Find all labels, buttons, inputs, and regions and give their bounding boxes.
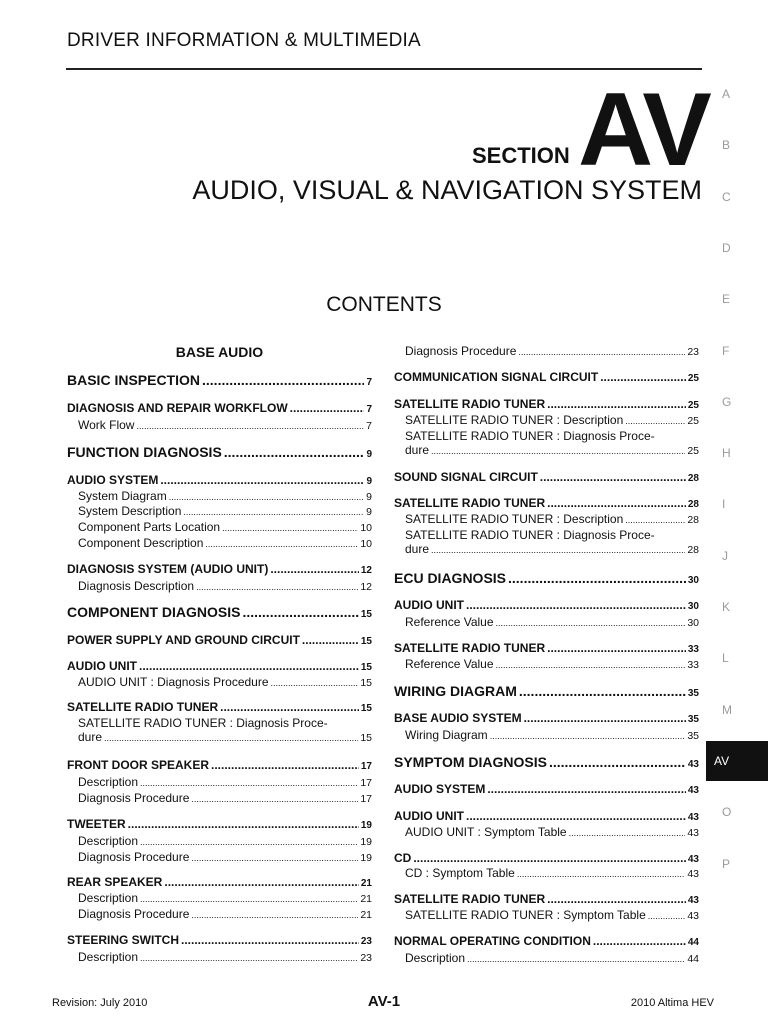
toc-entry-page: 35 xyxy=(687,730,699,742)
toc-entry[interactable] xyxy=(67,444,372,460)
toc-dot-leader xyxy=(593,934,686,948)
toc-entry-label: Wiring Diagram xyxy=(405,728,488,742)
toc-dot-leader xyxy=(467,954,685,964)
toc-entry[interactable] xyxy=(394,570,699,586)
toc-dot-leader xyxy=(222,523,358,533)
section-tab-p[interactable]: P xyxy=(722,856,731,871)
toc-entry[interactable] xyxy=(394,825,699,839)
toc-entry[interactable] xyxy=(394,782,699,796)
toc-entry-page: 43 xyxy=(687,812,699,823)
toc-entry-label: SYMPTOM DIAGNOSIS xyxy=(394,754,547,770)
toc-entry[interactable] xyxy=(67,473,372,487)
section-tab-c[interactable]: C xyxy=(722,189,731,204)
toc-dot-leader xyxy=(191,910,358,920)
toc-entry-label-continued: dure xyxy=(405,443,430,457)
toc-entry-page: 33 xyxy=(687,644,699,655)
toc-dot-leader xyxy=(547,397,686,411)
section-tab-m[interactable]: M xyxy=(722,702,732,717)
toc-entry[interactable] xyxy=(394,892,699,906)
toc-dot-leader xyxy=(183,507,364,517)
toc-dot-leader xyxy=(164,875,359,889)
toc-entry-label: Work Flow xyxy=(78,418,135,432)
toc-entry-page: 17 xyxy=(360,793,372,805)
toc-entry-label: SATELLITE RADIO TUNER xyxy=(394,641,546,655)
toc-entry[interactable] xyxy=(67,758,372,772)
toc-entry-label: Diagnosis Procedure xyxy=(78,907,190,921)
toc-dot-leader xyxy=(270,562,359,576)
section-tab-h[interactable]: H xyxy=(722,446,731,461)
section-word: SECTION xyxy=(472,143,570,168)
toc-dot-leader xyxy=(140,894,358,904)
toc-entry-label: AUDIO SYSTEM xyxy=(394,782,486,796)
section-tab-e[interactable]: E xyxy=(722,292,731,307)
toc-entry-page: 23 xyxy=(360,952,372,964)
toc-dot-leader xyxy=(169,492,364,502)
toc-dot-leader xyxy=(547,496,686,510)
toc-entry-label: Diagnosis Procedure xyxy=(405,344,517,358)
toc-entry[interactable] xyxy=(394,934,699,948)
toc-dot-leader xyxy=(487,782,686,796)
toc-dot-leader xyxy=(140,953,358,963)
toc-entry[interactable] xyxy=(67,418,372,432)
toc-entry[interactable] xyxy=(67,504,372,518)
toc-entry[interactable] xyxy=(394,951,699,965)
toc-entry-label: Component Parts Location xyxy=(78,520,221,534)
toc-entry[interactable] xyxy=(394,851,699,865)
toc-entry-label: SATELLITE RADIO TUNER xyxy=(394,496,546,510)
toc-entry-page: 43 xyxy=(687,854,699,865)
toc-dot-leader xyxy=(160,473,364,487)
toc-entry-page: 33 xyxy=(687,659,699,671)
toc-entry[interactable] xyxy=(394,397,699,411)
toc-dot-leader xyxy=(242,604,358,620)
toc-entry-page: 28 xyxy=(687,544,699,556)
toc-entry-page: 15 xyxy=(360,609,372,620)
toc-entry-label: Diagnosis Procedure xyxy=(78,791,190,805)
header-rule xyxy=(66,68,702,70)
toc-entry[interactable] xyxy=(394,598,699,612)
toc-entry[interactable] xyxy=(67,933,372,947)
toc-entry-label: NORMAL OPERATING CONDITION xyxy=(394,934,591,948)
toc-entry-label: Description xyxy=(405,951,466,965)
toc-entry-label: TWEETER xyxy=(67,817,126,831)
section-tab-k[interactable]: K xyxy=(722,600,731,614)
toc-entry-page: 23 xyxy=(687,346,699,358)
section-tab-f[interactable]: F xyxy=(722,343,730,358)
toc-entry-label: STEERING SWITCH xyxy=(67,933,180,947)
toc-entry-label: DIAGNOSIS AND REPAIR WORKFLOW xyxy=(67,401,288,415)
toc-dot-leader xyxy=(140,778,358,788)
toc-entry-page: 15 xyxy=(360,636,372,647)
toc-entry-label: Description xyxy=(78,775,139,789)
toc-dot-leader xyxy=(139,659,359,673)
toc-entry-label-continued: dure xyxy=(78,730,103,744)
toc-entry[interactable] xyxy=(394,512,699,526)
footer-page-number: AV-1 xyxy=(367,993,401,1010)
toc-entry-page: 35 xyxy=(687,714,699,725)
toc-entry[interactable] xyxy=(67,372,372,388)
toc-dot-leader xyxy=(517,869,685,879)
toc-entry-page: 7 xyxy=(366,404,372,415)
toc-entry[interactable] xyxy=(394,728,699,742)
toc-dot-leader xyxy=(202,372,364,388)
toc-entry-label: Reference Value xyxy=(405,615,494,629)
toc-dot-leader xyxy=(519,683,686,699)
toc-dot-leader xyxy=(191,794,358,804)
toc-entry[interactable] xyxy=(67,675,372,689)
toc-entry-page: 9 xyxy=(366,491,372,503)
toc-entry-page: 30 xyxy=(687,617,699,629)
toc-entry-page: 17 xyxy=(360,777,372,789)
toc-entry[interactable] xyxy=(67,401,372,415)
toc-entry[interactable] xyxy=(394,683,699,699)
toc-entry-label: Diagnosis Description xyxy=(78,579,195,593)
toc-entry[interactable] xyxy=(67,891,372,905)
toc-entry[interactable] xyxy=(394,413,699,427)
toc-entry-page: 7 xyxy=(366,420,372,432)
toc-entry-page: 25 xyxy=(687,373,699,384)
toc-entry-page: 25 xyxy=(687,445,699,457)
toc-entry-page: 23 xyxy=(360,936,372,947)
toc-entry-page: 17 xyxy=(360,761,372,772)
toc-entry[interactable] xyxy=(67,817,372,831)
toc-entry[interactable] xyxy=(67,775,372,789)
section-tab-j[interactable]: J xyxy=(722,548,728,563)
toc-entry-label: Diagnosis Procedure xyxy=(78,850,190,864)
toc-entry[interactable] xyxy=(394,344,699,358)
toc-entry[interactable] xyxy=(67,633,372,647)
toc-entry-label: SOUND SIGNAL CIRCUIT xyxy=(394,470,538,484)
toc-entry-page: 10 xyxy=(360,538,372,550)
toc-entry-label: SATELLITE RADIO TUNER : Diagnosis Proce- xyxy=(405,429,655,443)
toc-entry-page: 15 xyxy=(360,732,372,744)
toc-dot-leader xyxy=(128,817,359,831)
toc-dot-leader xyxy=(302,633,359,647)
toc-entry-label: AUDIO UNIT xyxy=(394,598,464,612)
toc-entry-page: 7 xyxy=(366,377,372,388)
toc-dot-leader xyxy=(211,758,359,772)
toc-dot-leader xyxy=(490,731,686,741)
toc-entry[interactable] xyxy=(394,866,699,880)
toc-entry-label: AUDIO UNIT : Symptom Table xyxy=(405,825,567,839)
section-tab-b[interactable]: B xyxy=(722,138,731,153)
group-title: BASE AUDIO xyxy=(175,344,264,360)
toc-entry[interactable] xyxy=(67,875,372,889)
section-tab-i[interactable]: I xyxy=(722,497,726,512)
toc-entry-page: 43 xyxy=(687,827,699,839)
toc-entry-page: 21 xyxy=(360,878,372,889)
toc-entry-page: 28 xyxy=(687,514,699,526)
toc-entry-page: 30 xyxy=(687,601,699,612)
toc-entry[interactable] xyxy=(394,496,699,510)
toc-entry[interactable] xyxy=(67,659,372,673)
toc-entry-page: 44 xyxy=(687,937,699,948)
toc-dot-leader xyxy=(547,892,686,906)
toc-entry-label: SATELLITE RADIO TUNER xyxy=(394,397,546,411)
toc-dot-leader xyxy=(648,911,686,921)
toc-entry[interactable] xyxy=(394,470,699,484)
toc-dot-leader xyxy=(625,515,685,525)
toc-dot-leader xyxy=(196,582,358,592)
toc-dot-leader xyxy=(496,618,686,628)
toc-entry-page: 35 xyxy=(687,688,699,699)
toc-dot-leader xyxy=(181,933,359,947)
toc-entry-page: 12 xyxy=(360,565,372,576)
toc-entry[interactable] xyxy=(67,907,372,921)
section-tab-g[interactable]: G xyxy=(722,394,732,409)
toc-entry-label: BASIC INSPECTION xyxy=(67,372,201,388)
toc-dot-leader xyxy=(271,678,359,688)
toc-entry-label: AUDIO UNIT : Diagnosis Procedure xyxy=(78,675,269,689)
toc-entry-label: AUDIO UNIT xyxy=(394,809,464,823)
section-tab-l[interactable]: L xyxy=(722,651,729,666)
toc-entry[interactable] xyxy=(67,791,372,805)
toc-entry-page: 15 xyxy=(360,677,372,689)
toc-entry[interactable] xyxy=(67,834,372,848)
toc-dot-leader xyxy=(540,470,686,484)
toc-entry-label: System Description xyxy=(78,504,182,518)
toc-entry-label: Description xyxy=(78,950,139,964)
toc-entry-page: 43 xyxy=(687,759,699,770)
section-tab-av[interactable]: AV xyxy=(706,741,768,781)
toc-entry-label: POWER SUPPLY AND GROUND CIRCUIT xyxy=(67,633,300,647)
contents-title: CONTENTS xyxy=(326,293,442,316)
toc-entry-label: AUDIO SYSTEM xyxy=(67,473,159,487)
toc-entry[interactable] xyxy=(394,809,699,823)
toc-dot-leader xyxy=(413,851,686,865)
toc-entry-label: WIRING DIAGRAM xyxy=(394,683,517,699)
toc-entry-label: DIAGNOSIS SYSTEM (AUDIO UNIT) xyxy=(67,562,269,576)
toc-entry-label: FUNCTION DIAGNOSIS xyxy=(67,444,222,460)
toc-entry-page: 44 xyxy=(687,953,699,965)
toc-entry-page: 25 xyxy=(687,415,699,427)
toc-dot-leader xyxy=(205,539,358,549)
toc-entry-page: 9 xyxy=(366,476,372,487)
toc-entry-label: COMMUNICATION SIGNAL CIRCUIT xyxy=(394,370,599,384)
toc-entry-page: 21 xyxy=(360,909,372,921)
toc-entry-label: FRONT DOOR SPEAKER xyxy=(67,758,210,772)
toc-entry-page: 19 xyxy=(360,852,372,864)
toc-entry-page: 9 xyxy=(366,506,372,518)
footer-revision: Revision: July 2010 xyxy=(52,997,148,1009)
toc-entry[interactable] xyxy=(394,429,699,457)
toc-entry-label: SATELLITE RADIO TUNER xyxy=(394,892,546,906)
toc-entry-page: 25 xyxy=(687,400,699,411)
toc-entry-label: SATELLITE RADIO TUNER : Diagnosis Proce- xyxy=(405,528,655,542)
section-tab-o[interactable]: O xyxy=(722,805,732,820)
toc-dot-leader xyxy=(508,570,686,586)
toc-entry[interactable] xyxy=(67,579,372,593)
toc-entry-page: 43 xyxy=(687,785,699,796)
toc-entry[interactable] xyxy=(67,604,372,620)
toc-dot-leader xyxy=(518,347,685,357)
toc-entry-label: Description xyxy=(78,891,139,905)
toc-dot-leader xyxy=(220,700,359,714)
toc-dot-leader xyxy=(140,837,358,847)
toc-entry-page: 12 xyxy=(360,581,372,593)
toc-entry-label: System Diagram xyxy=(78,489,167,503)
toc-entry-label-continued: dure xyxy=(405,542,430,556)
toc-entry-page: 19 xyxy=(360,836,372,848)
toc-entry[interactable] xyxy=(394,528,699,556)
toc-entry-label: Reference Value xyxy=(405,657,494,671)
toc-entry[interactable] xyxy=(394,641,699,655)
toc-entry-label: Description xyxy=(78,834,139,848)
toc-entry[interactable] xyxy=(67,850,372,864)
toc-entry-page: 19 xyxy=(360,820,372,831)
toc-dot-leader xyxy=(496,660,686,670)
toc-entry-page: 9 xyxy=(366,449,372,460)
toc-entry-label: CD xyxy=(394,851,412,865)
toc-dot-leader xyxy=(290,401,365,415)
toc-entry-label: SATELLITE RADIO TUNER : Description xyxy=(405,413,624,427)
toc-dot-leader xyxy=(547,641,686,655)
section-name: AUDIO, VISUAL & NAVIGATION SYSTEM xyxy=(192,175,702,205)
section-tab-d[interactable]: D xyxy=(722,240,731,255)
header-title: DRIVER INFORMATION & MULTIMEDIA xyxy=(67,30,421,51)
toc-entry-label: AUDIO UNIT xyxy=(67,659,137,673)
toc-dot-leader xyxy=(431,545,685,555)
toc-entry-label: REAR SPEAKER xyxy=(67,875,163,889)
toc-dot-leader xyxy=(104,733,358,743)
toc-entry-page: 43 xyxy=(687,910,699,922)
toc-entry-page: 30 xyxy=(687,575,699,586)
toc-dot-leader xyxy=(191,853,358,863)
toc-entry[interactable] xyxy=(394,711,699,725)
toc-entry-page: 15 xyxy=(360,703,372,714)
toc-entry-page: 43 xyxy=(687,895,699,906)
toc-entry[interactable] xyxy=(394,754,699,770)
toc-entry[interactable] xyxy=(67,700,372,714)
toc-entry-label: Component Description xyxy=(78,536,204,550)
toc-entry-label: SATELLITE RADIO TUNER : Symptom Table xyxy=(405,908,646,922)
toc-dot-leader xyxy=(431,446,685,456)
toc-dot-leader xyxy=(600,370,686,384)
toc-entry-label: ECU DIAGNOSIS xyxy=(394,570,507,586)
toc-dot-leader xyxy=(466,598,686,612)
toc-dot-leader xyxy=(625,416,685,426)
toc-entry-label: CD : Symptom Table xyxy=(405,866,515,880)
toc-entry-page: 28 xyxy=(687,499,699,510)
toc-entry-label: SATELLITE RADIO TUNER : Diagnosis Proce- xyxy=(78,716,328,730)
toc-entry[interactable] xyxy=(67,489,372,503)
toc-dot-leader xyxy=(549,754,686,770)
toc-entry[interactable] xyxy=(394,657,699,671)
toc-entry-label: COMPONENT DIAGNOSIS xyxy=(67,604,241,620)
toc-entry-label: SATELLITE RADIO TUNER : Description xyxy=(405,512,624,526)
section-tab-a[interactable]: A xyxy=(722,87,731,101)
section-code: AV xyxy=(578,72,709,188)
toc-dot-leader xyxy=(569,828,686,838)
toc-entry-page: 15 xyxy=(360,662,372,673)
toc-entry[interactable] xyxy=(67,562,372,576)
toc-entry[interactable] xyxy=(67,536,372,550)
toc-entry-page: 10 xyxy=(360,522,372,534)
toc-entry[interactable] xyxy=(394,370,699,384)
toc-dot-leader xyxy=(524,711,686,725)
toc-entry-page: 21 xyxy=(360,893,372,905)
toc-entry[interactable] xyxy=(67,716,372,744)
toc-entry[interactable] xyxy=(67,520,372,534)
toc-entry[interactable] xyxy=(394,615,699,629)
toc-entry-page: 28 xyxy=(687,473,699,484)
toc-entry-page: 43 xyxy=(687,868,699,880)
toc-entry[interactable] xyxy=(394,908,699,922)
toc-entry-label: BASE AUDIO SYSTEM xyxy=(394,711,522,725)
toc-entry[interactable] xyxy=(67,950,372,964)
toc-entry-label: SATELLITE RADIO TUNER xyxy=(67,700,219,714)
toc-dot-leader xyxy=(224,444,365,460)
footer-model: 2010 Altima HEV xyxy=(630,997,714,1009)
toc-dot-leader xyxy=(466,809,686,823)
toc-dot-leader xyxy=(136,421,364,431)
